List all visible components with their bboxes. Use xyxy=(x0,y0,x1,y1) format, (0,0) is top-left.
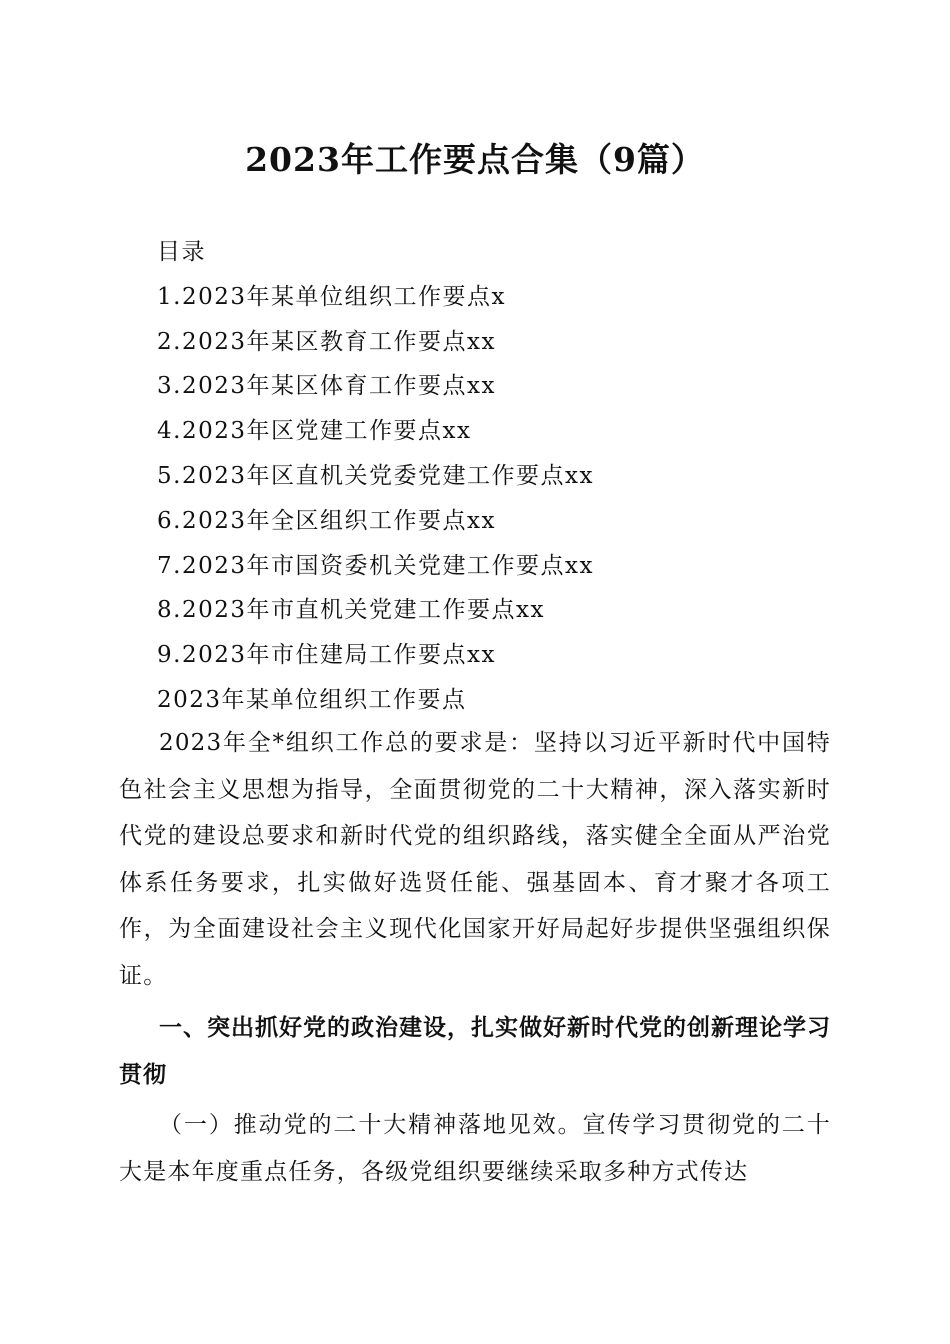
toc-heading: 目录 xyxy=(157,239,206,265)
toc-item: 1.2023年某单位组织工作要点x xyxy=(157,283,506,310)
sub-paragraph: （一）推动党的二十大精神落地见效。宣传学习贯彻党的二十大是本年度重点任务，各级党组织要继续采取多种方式传达 xyxy=(119,1112,831,1185)
toc-item: 8.2023年市直机关党建工作要点xx xyxy=(157,597,545,624)
toc-item: 3.2023年某区体育工作要点xx xyxy=(157,373,496,400)
toc-item: 2.2023年某区教育工作要点xx xyxy=(157,328,496,355)
toc-item: 7.2023年市国资委机关党建工作要点xx xyxy=(157,552,594,579)
toc-item: 5.2023年区直机关党委党建工作要点xx xyxy=(157,462,594,489)
toc-item: 6.2023年全区组织工作要点xx xyxy=(157,507,496,534)
section-title: 2023年某单位组织工作要点 xyxy=(157,686,467,713)
toc-item: 9.2023年市住建局工作要点xx xyxy=(157,642,496,669)
table-of-contents xyxy=(157,230,857,723)
document-title: 2023年工作要点合集（9篇） xyxy=(245,140,705,179)
intro-paragraph: 2023年全*组织工作总的要求是：坚持以习近平新时代中国特色社会主义思想为指导，全面贯彻党的二十大精神，深入落实新时代党的建设总要求和新时代党的组织路线，落实健全全面从严治党体系任务要求，扎实做好选贤任能、强基固本、育才聚才各项工作，为全面建设社会主义现代化国家开好局起好步提供坚强组织保证。 xyxy=(119,730,831,989)
document-body xyxy=(119,720,831,1195)
heading-one: 一、突出抓好党的政治建设，扎实做好新时代党的创新理论学习贯彻 xyxy=(119,1015,831,1088)
toc-item: 4.2023年区党建工作要点xx xyxy=(157,418,472,445)
